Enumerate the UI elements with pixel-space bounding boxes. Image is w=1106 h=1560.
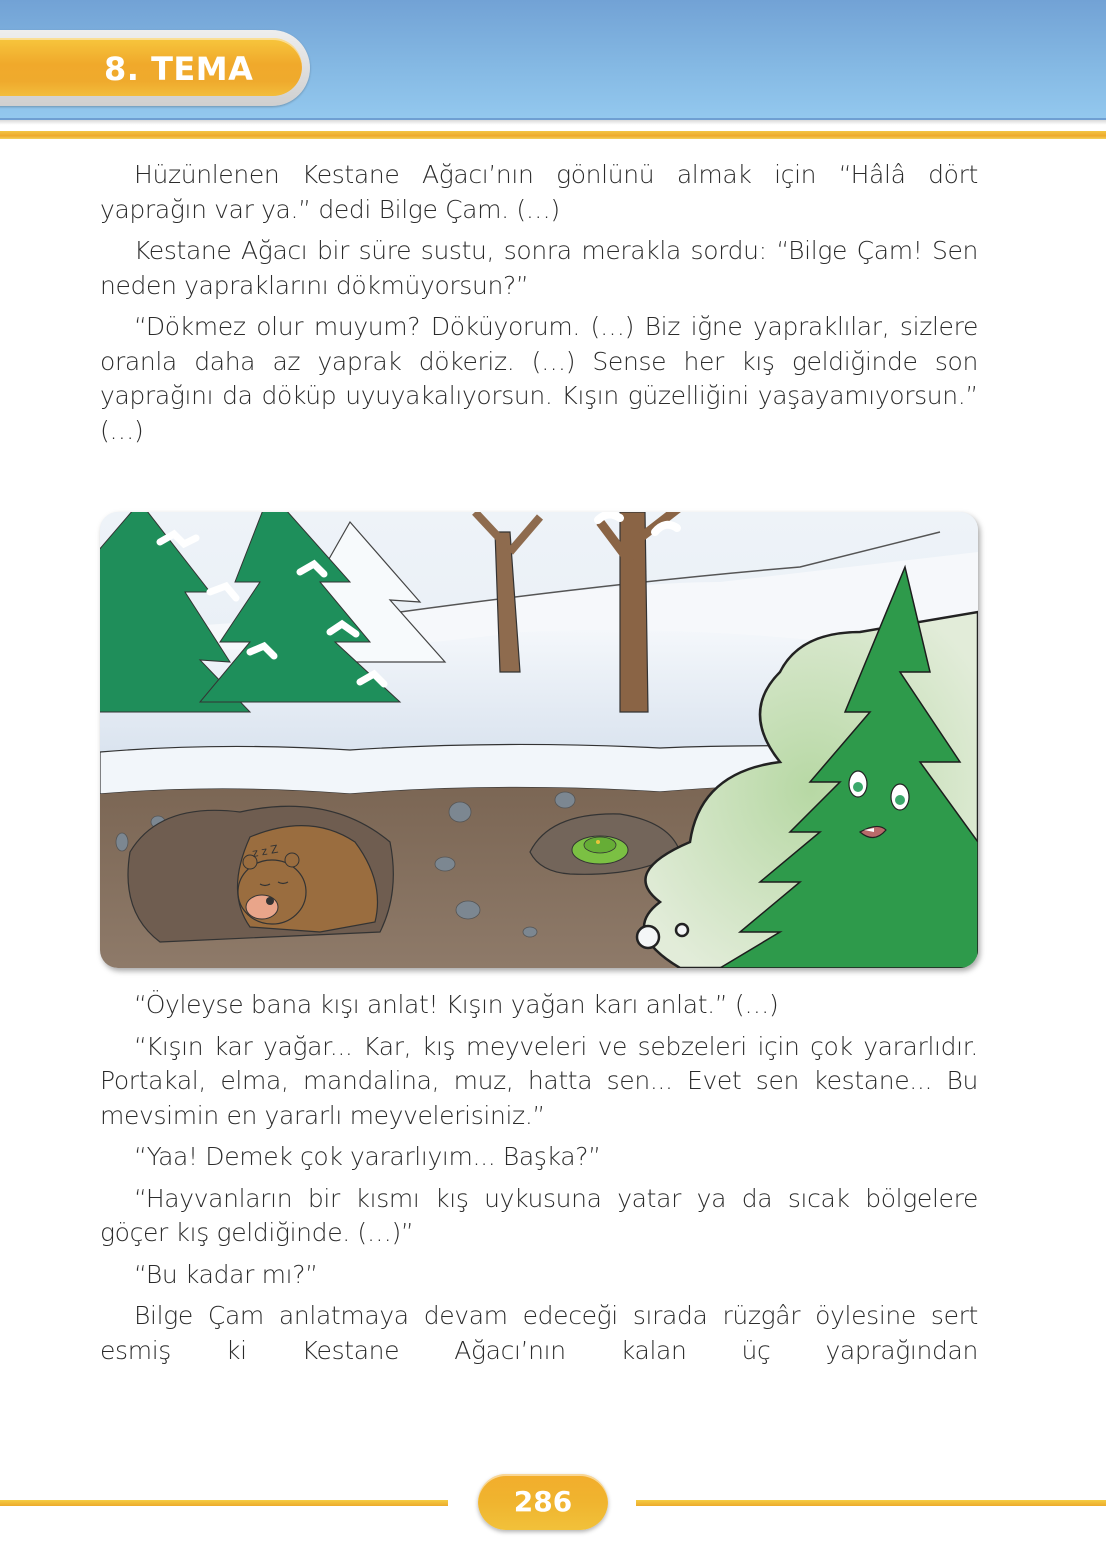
story-text-top	[100, 158, 978, 455]
story-illustration	[100, 512, 978, 968]
paragraph: Bilge Çam anlatmaya devam edeceği sırada rüzgâr öylesine sert esmiş ki Kestane Ağacı’nın kalan üç yaprağından	[100, 1301, 978, 1365]
svg-text:z z Z: z z Z	[251, 842, 280, 860]
paragraph: Hüzünlenen Kestane Ağacı’nın gönlünü almak için “Hâlâ dört yaprağın var ya.” dedi Bilge Çam. (…)	[100, 160, 978, 224]
paragraph: Kestane Ağacı bir süre sustu, sonra merakla sordu: “Bilge Çam! Sen neden yapraklarını dökmüyorsun?”	[100, 236, 978, 300]
story-text-bottom	[100, 988, 978, 1375]
footer-rule-right	[636, 1500, 1106, 1506]
footer-rule-left	[0, 1500, 448, 1506]
paragraph: “Öyleyse bana kışı anlat! Kışın yağan karı anlat.” (…)	[134, 990, 779, 1019]
sleeping-snake	[572, 836, 628, 864]
paragraph: “Dökmez olur muyum? Döküyorum. (…) Biz iğne yapraklılar, sizlere oranla daha az yaprak dökeriz. (…) Sense her kış geldiğinde son yaprağını da döküp uyuyakalıyorsun. Kışın güzelliğini yaşayamıyorsun.” (…)	[100, 312, 978, 445]
thought-bubble-dot	[676, 924, 688, 936]
thought-bubble-dot	[637, 926, 659, 948]
header-rule	[0, 131, 1106, 139]
paragraph: “Yaa! Demek çok yararlıyım... Başka?”	[134, 1142, 601, 1171]
paragraph: “Hayvanların bir kısmı kış uykusuna yatar ya da sıcak bölgelere göçer kış geldiğinde. (…)”	[100, 1183, 978, 1247]
theme-label: 8. TEMA	[104, 50, 254, 88]
paragraph: “Kışın kar yağar... Kar, kış meyveleri ve sebzeleri için çok yararlıdır. Portakal, elma, mandalina, muz, hatta sen... Evet sen kestane... Bu mevsimin en yararlı meyvelerisiniz.”	[100, 1031, 978, 1130]
page-number: 286	[478, 1474, 608, 1530]
paragraph: “Bu kadar mı?”	[134, 1259, 318, 1289]
